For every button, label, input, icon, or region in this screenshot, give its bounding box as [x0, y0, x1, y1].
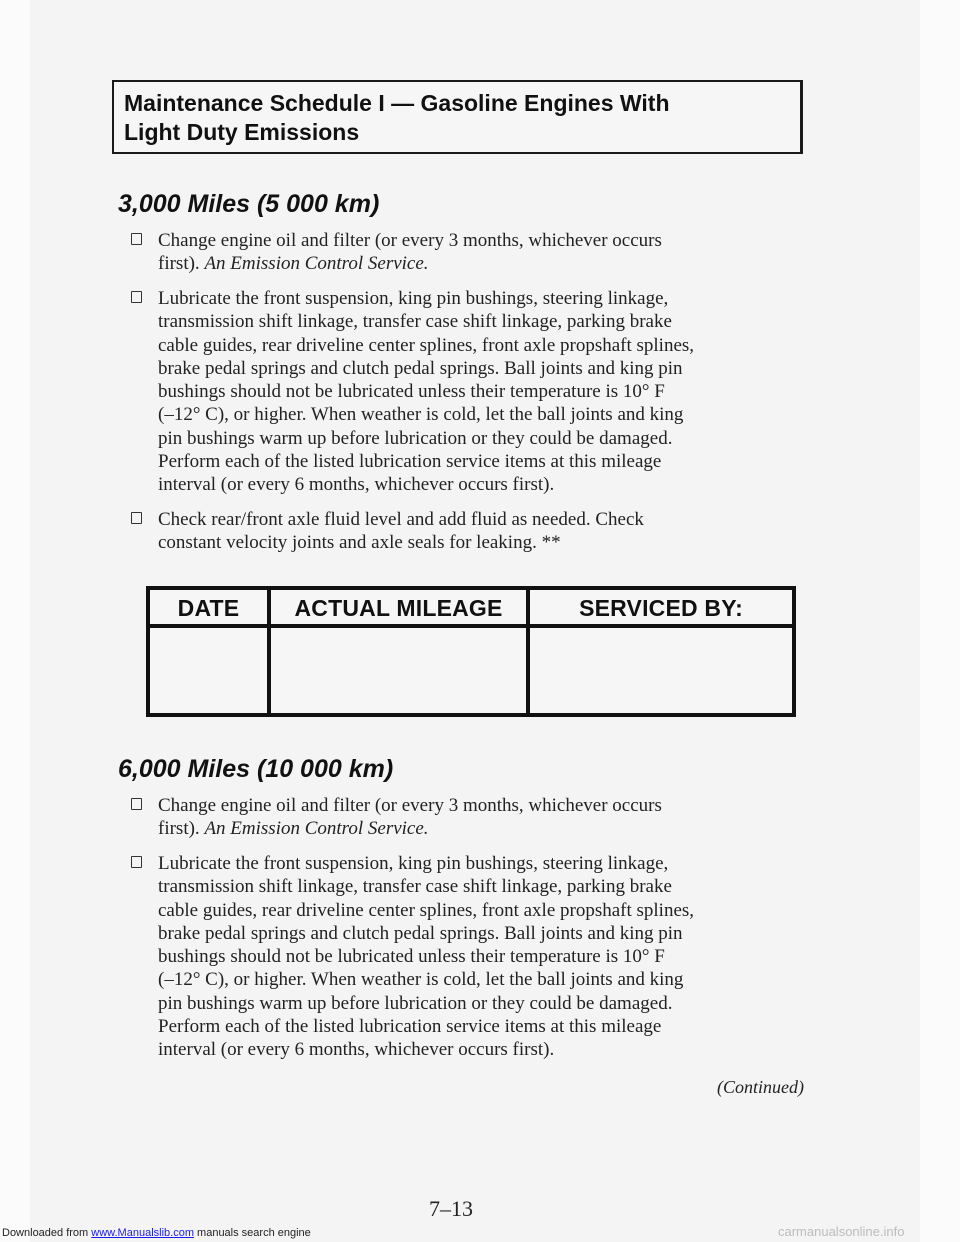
column-header-date: DATE [177, 595, 240, 621]
checklist-item [131, 229, 811, 276]
serviced-by-entry-cell[interactable] [530, 628, 792, 713]
item-line: cable guides, rear driveline center splines, front axle propshaft splines, [158, 334, 695, 356]
checklist-item [131, 287, 811, 497]
service-log-table [146, 586, 796, 717]
item-line: Lubricate the front suspension, king pin bushings, steering linkage, [158, 288, 669, 309]
checkbox-icon[interactable] [131, 512, 142, 524]
watermark-text: carmanualsonline.info [778, 1224, 905, 1239]
item-line: (–12° C), or higher. When weather is cold, let the ball joints and king [158, 404, 684, 426]
item-line: brake pedal springs and clutch pedal springs. Ball joints and king pin [158, 357, 683, 379]
item-line: first). An Emission Control Service. [158, 253, 429, 275]
item-line: Check rear/front axle fluid level and add fluid as needed. Check [158, 509, 644, 530]
section-heading-6000: 6,000 Miles (10 000 km) [118, 755, 394, 783]
item-line: bushings should not be lubricated unless their temperature is 10° F [158, 946, 665, 968]
schedule-title [124, 89, 794, 147]
item-line: Perform each of the listed lubrication service items at this mileage [158, 451, 662, 473]
mileage-entry-cell[interactable] [271, 628, 526, 713]
schedule-title-line1: Maintenance Schedule I — Gasoline Engines With [124, 90, 670, 116]
item-line: interval (or every 6 months, whichever occurs first). [158, 474, 555, 496]
item-line: Change engine oil and filter (or every 3 months, whichever occurs [158, 795, 662, 816]
item-line: brake pedal springs and clutch pedal springs. Ball joints and king pin [158, 922, 683, 944]
item-line: pin bushings warm up before lubrication or they could be damaged. [158, 427, 673, 449]
checklist-item [131, 852, 811, 1062]
item-line: first). An Emission Control Service. [158, 818, 429, 840]
item-line: cable guides, rear driveline center splines, front axle propshaft splines, [158, 899, 695, 921]
section-heading-3000: 3,000 Miles (5 000 km) [118, 190, 380, 218]
continued-note: (Continued) [717, 1077, 804, 1097]
checkbox-icon[interactable] [131, 798, 142, 810]
column-header-actual-mileage: ACTUAL MILEAGE [294, 595, 503, 621]
manualslib-link[interactable]: www.Manualslib.com [91, 1227, 194, 1239]
schedule-title-line2: Light Duty Emissions [124, 119, 360, 145]
item-line: pin bushings warm up before lubrication or they could be damaged. [158, 992, 673, 1014]
date-entry-cell[interactable] [150, 628, 267, 713]
item-line: transmission shift linkage, transfer case shift linkage, parking brake [158, 876, 672, 898]
item-line: Lubricate the front suspension, king pin bushings, steering linkage, [158, 853, 669, 874]
item-line: constant velocity joints and axle seals for leaking. ** [158, 532, 561, 554]
item-line: (–12° C), or higher. When weather is cold, let the ball joints and king [158, 969, 684, 991]
checkbox-icon[interactable] [131, 291, 142, 303]
column-header-serviced-by: SERVICED BY: [579, 595, 743, 621]
checklist-item [131, 794, 811, 841]
item-line: bushings should not be lubricated unless their temperature is 10° F [158, 381, 665, 403]
item-line: transmission shift linkage, transfer case shift linkage, parking brake [158, 311, 672, 333]
page-number: 7–13 [429, 1196, 473, 1221]
checklist-item [131, 508, 811, 555]
checkbox-icon[interactable] [131, 233, 142, 245]
item-line: Perform each of the listed lubrication service items at this mileage [158, 1016, 662, 1038]
item-line: Change engine oil and filter (or every 3 months, whichever occurs [158, 230, 662, 251]
schedule-header-box [112, 80, 803, 154]
item-line: interval (or every 6 months, whichever occurs first). [158, 1039, 555, 1061]
checkbox-icon[interactable] [131, 856, 142, 868]
download-footer: Downloaded from www.Manualslib.com manuals search engine [2, 1227, 311, 1239]
